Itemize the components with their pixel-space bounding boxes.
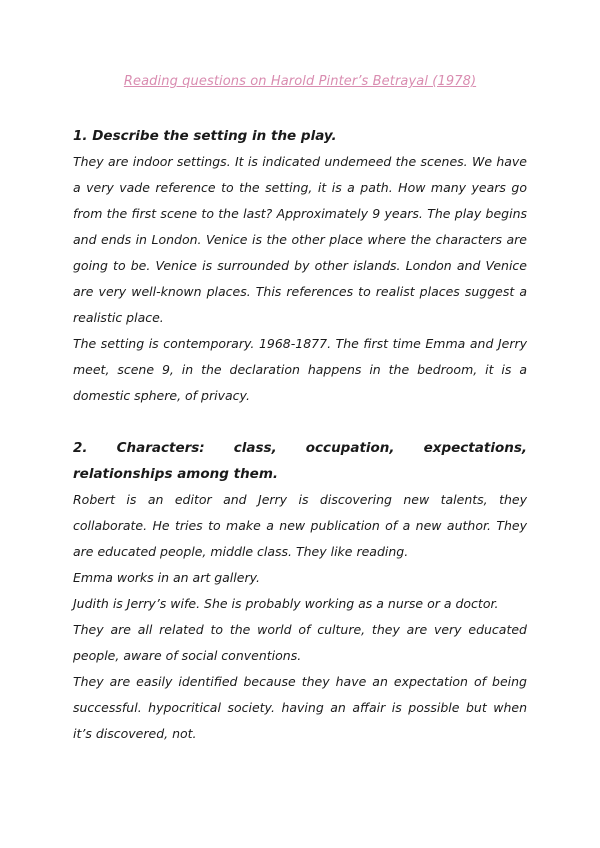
section-heading: 2. Characters: class, occupation, expectations, relationships among them. bbox=[73, 440, 527, 482]
section-paragraph: They are easily identified because they have an expectation of being successful. hypocritical society. having an affair is possible but when it’s discovered, not. bbox=[73, 674, 527, 741]
section-heading: 1. Describe the setting in the play. bbox=[73, 128, 337, 144]
section-paragraph: The setting is contemporary. 1968-1877. The first time Emma and Jerry meet, scene 9, in the declaration happens in the bedroom, it is a domestic sphere, of privacy. bbox=[73, 336, 527, 403]
section-setting bbox=[73, 123, 527, 409]
document-title: Reading questions on Harold Pinter’s Betrayal (1978) bbox=[123, 74, 477, 89]
section-paragraph: They are indoor settings. It is indicated undemeed the scenes. We have a very vade reference to the setting, it is a path. How many years go from the first scene to the last? Approximately 9 years. The play begins and ends in London. Venice is the other place where the characters are going to be. Venice is surrounded by other islands. London and Venice are very well-known places. This references to realist places suggest a realistic place. bbox=[73, 154, 527, 325]
section-paragraph: Emma works in an art gallery. bbox=[73, 570, 260, 585]
section-paragraph: Judith is Jerry’s wife. She is probably working as a nurse or a doctor. bbox=[73, 596, 499, 611]
section-paragraph: They are all related to the world of culture, they are very educated people, aware of social conventions. bbox=[73, 622, 527, 663]
document-body bbox=[73, 123, 527, 747]
section-characters bbox=[73, 435, 527, 747]
section-paragraph: Robert is an editor and Jerry is discovering new talents, they collaborate. He tries to make a new publication of a new author. They are educated people, middle class. They like reading. bbox=[73, 492, 527, 559]
